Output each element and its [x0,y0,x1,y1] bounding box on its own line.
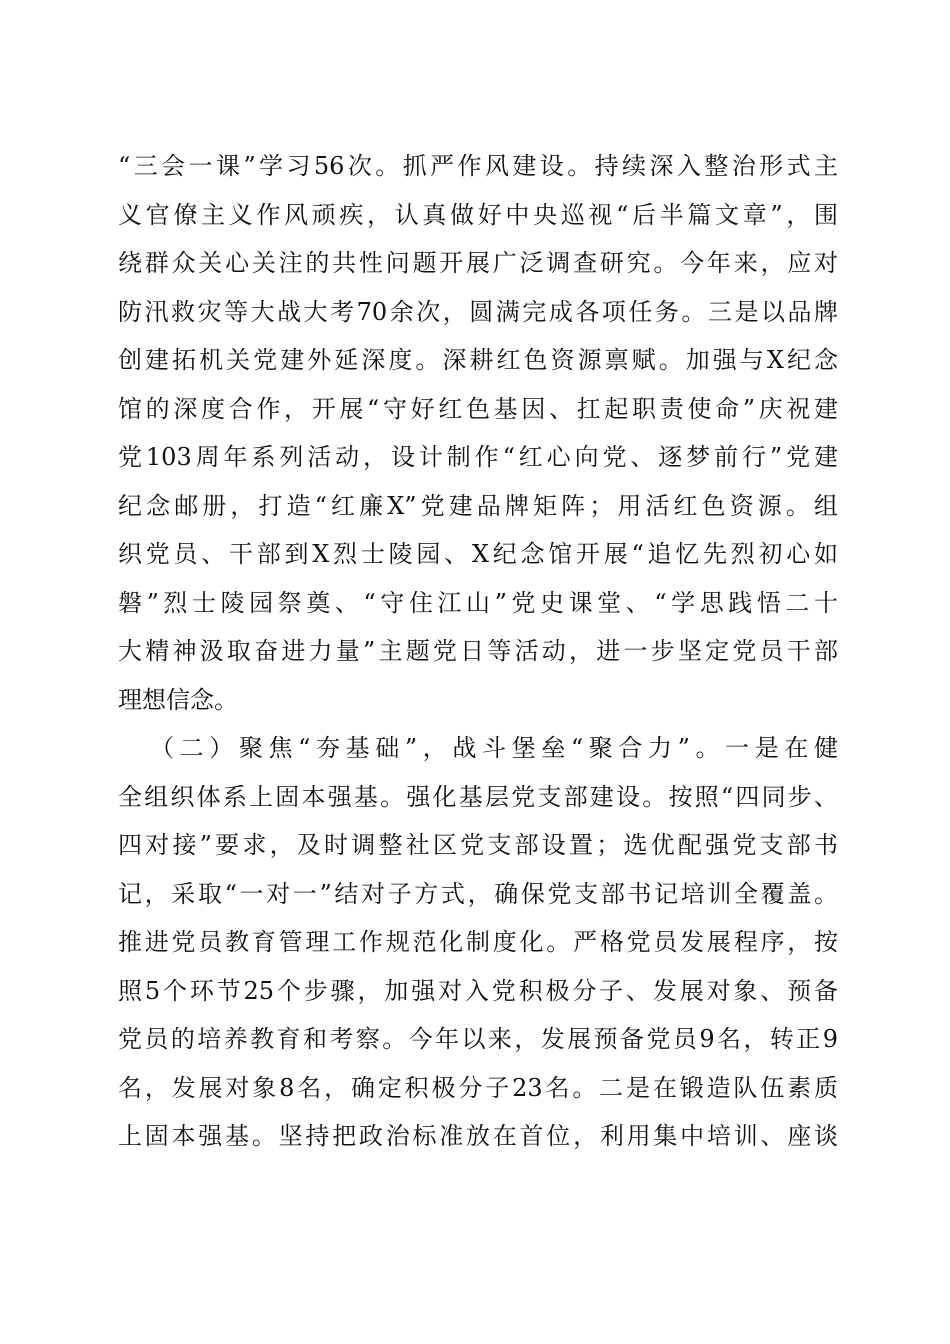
paragraph-line: 记，采取“一对一”结对子方式，确保党支部书记培训全覆盖。 [118,879,838,908]
paragraph-line: “三会一课”学习56次。抓严作风建设。持续深入整治形式主 [118,152,838,180]
paragraph-line: 照5个环节25个步骤，加强对入党积极分子、发展对象、预备 [118,976,838,1005]
paragraph-line: 名，发展对象8名，确定积极分子23名。二是在锻造队伍素质 [118,1073,838,1102]
paragraph-line: 织党员、干部到X烈士陵园、X纪念馆开展“追忆先烈初心如 [118,540,838,568]
paragraph-line: 绕群众关心关注的共性问题开展广泛调查研究。今年来，应对 [118,249,838,277]
paragraph-line: 义官僚主义作风顽疾，认真做好中央巡视“后半篇文章”，围 [118,200,838,229]
paragraph-line: 馆的深度合作，开展“守好红色基因、扛起职责使命”庆祝建 [118,394,838,423]
paragraph-line: 上固本强基。坚持把政治标准放在首位，利用集中培训、座谈 [118,1122,838,1150]
paragraph-line: 纪念邮册，打造“红廉X”党建品牌矩阵；用活红色资源。组 [118,491,838,520]
document-body [118,142,838,1161]
paragraph-line: 理想信念。 [118,685,238,714]
paragraph-line: 四对接”要求，及时调整社区党支部设置；选优配强党支部书 [118,831,838,859]
paragraph-line: 创建拓机关党建外延深度。深耕红色资源禀赋。加强与X纪念 [118,346,838,374]
paragraph-line: 防汛救灾等大战大考70余次，圆满完成各项任务。三是以品牌 [118,297,838,326]
paragraph-line: 全组织体系上固本强基。强化基层党支部建设。按照“四同步、 [118,782,838,811]
paragraph-line: 磐”烈士陵园祭奠、“守住江山”党史课堂、“学思践悟二十 [118,588,838,617]
paragraph-line: 党103周年系列活动，设计制作“红心向党、逐梦前行”党建 [118,443,838,471]
section-heading-line: （二）聚焦“夯基础”，战斗堡垒“聚合力”。一是在健 [150,734,838,762]
paragraph-line: 推进党员教育管理工作规范化制度化。严格党员发展程序，按 [118,928,838,956]
paragraph-line: 大精神汲取奋进力量”主题党日等活动，进一步坚定党员干部 [118,637,838,665]
paragraph-line: 党员的培养教育和考察。今年以来，发展预备党员9名，转正9 [118,1025,838,1053]
